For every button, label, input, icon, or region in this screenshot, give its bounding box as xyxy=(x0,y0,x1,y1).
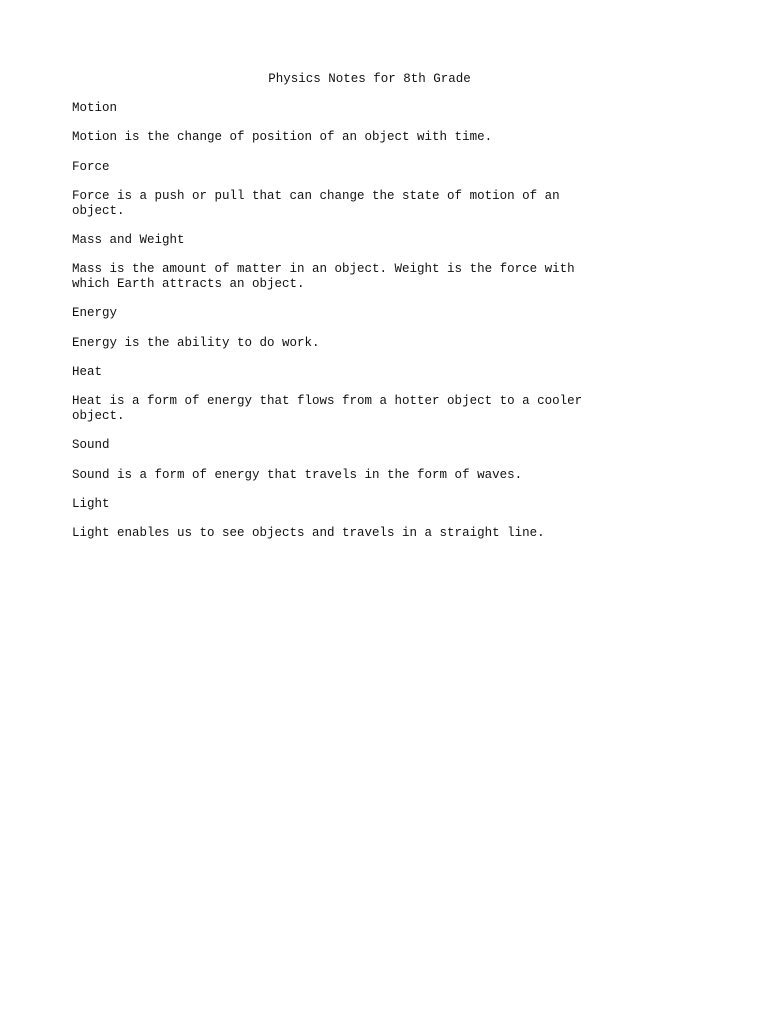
section-heat xyxy=(72,365,602,424)
section-body: Force is a push or pull that can change the state of motion of an object. xyxy=(72,188,560,218)
section-heading: Energy xyxy=(72,306,118,321)
section-body: Heat is a form of energy that flows from a hotter object to a cooler object. xyxy=(72,394,583,424)
section-heading: Mass and Weight xyxy=(72,232,185,247)
section-light xyxy=(72,497,602,541)
section-mass-and-weight xyxy=(72,233,602,292)
section-heading: Force xyxy=(72,159,110,174)
section-heading: Sound xyxy=(72,438,110,453)
section-heading: Heat xyxy=(72,364,103,379)
section-body: Mass is the amount of matter in an object. Weight is the force with which Earth attracts an object. xyxy=(72,262,575,292)
section-body: Motion is the change of position of an object with time. xyxy=(72,130,493,145)
section-energy xyxy=(72,306,602,350)
section-heading: Motion xyxy=(72,101,118,115)
section-body: Light enables us to see objects and travels in a straight line. xyxy=(72,526,545,541)
section-heading: Light xyxy=(72,496,110,511)
section-motion xyxy=(72,101,602,145)
section-body: Energy is the ability to do work. xyxy=(72,335,320,350)
section-body: Sound is a form of energy that travels in the form of waves. xyxy=(72,467,523,482)
section-sound xyxy=(72,438,602,482)
notes-sections xyxy=(72,101,602,556)
section-force xyxy=(72,160,602,219)
page-title: Physics Notes for 8th Grade xyxy=(268,72,471,86)
